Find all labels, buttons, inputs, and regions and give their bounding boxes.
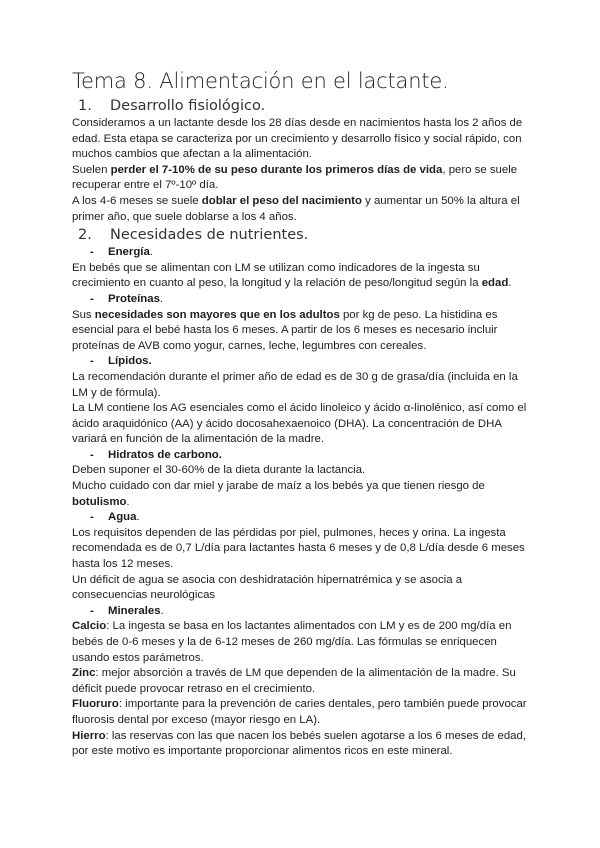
paragraph-zinc [72, 666, 532, 697]
paragraph [72, 163, 532, 194]
paragraph-text: , pero se suele recuperar entre el 7º-10º día. [72, 163, 518, 192]
bold-text: doblar el peso del nacimiento [201, 194, 362, 207]
subheading-label: Lípidos. [108, 355, 152, 368]
subheading-lipidos [72, 354, 532, 370]
paragraph-hierro [72, 729, 532, 760]
subheading-end: . [160, 604, 164, 617]
section-number: 2. [78, 227, 92, 244]
bold-text: botulismo [72, 495, 127, 508]
paragraph-fluoruro [72, 697, 532, 728]
paragraph-text: Mucho cuidado con dar miel y jarabe de maíz a los bebés ya que tienen riesgo de [72, 480, 485, 493]
paragraph: La recomendación durante el primer año de edad es de 30 g de grasa/día (incluida en la LM y de fórmula). [72, 370, 518, 399]
bold-text: Hierro [72, 729, 106, 742]
bullet-dash: - [90, 604, 94, 617]
section-heading-necesidades [72, 225, 532, 245]
paragraph: La LM contiene los AG esenciales como el ácido linoleico y ácido α-linolénico, así como el ácido araquidónico (AA) y ácido docosahexaenoico (DHA). La concentración de DHA variará en función de la alimentación de la madre. [72, 402, 527, 446]
subheading-energia [72, 245, 532, 261]
subheading-hidratos [72, 448, 532, 464]
subheading-label: Minerales [108, 604, 161, 617]
subheading-end: . [159, 292, 164, 305]
paragraph [72, 308, 532, 355]
bullet-dash: - [90, 448, 94, 461]
subheading-agua [72, 510, 532, 526]
subheading-label: Energía [108, 246, 150, 259]
paragraph-text: . [508, 277, 512, 290]
bold-text: edad [481, 277, 509, 290]
paragraph [72, 194, 532, 225]
paragraph [72, 479, 532, 510]
subheading-label: Hidratos de carbono. [108, 448, 222, 461]
subheading-end: . [136, 511, 140, 524]
paragraph: Deben suponer el 30-60% de la dieta durante la lactancia. [72, 464, 366, 477]
subheading-minerales [72, 604, 532, 620]
paragraph [72, 116, 532, 163]
paragraph [72, 261, 532, 292]
document-content [72, 66, 532, 760]
bullet-dash: - [90, 292, 94, 305]
subheading-proteinas [72, 292, 532, 308]
paragraph: Los requisitos dependen de las pérdidas por piel, pulmones, heces y orina. La ingesta recomendada es de 0,7 L/día para lactantes hasta 6 meses y de 0,8 L/día desde 6 meses hasta los 12 meses. [72, 526, 525, 571]
paragraph-text: : importante para la prevención de caries dentales, pero también puede provocar fluorosis dental por exceso (mayor riesgo en LA). [72, 698, 527, 726]
subheading-label: Proteínas [108, 292, 160, 305]
paragraph-text: A los 4-6 meses se suele [72, 194, 202, 207]
bold-text: Calcio [72, 620, 107, 633]
bullet-dash: - [90, 355, 94, 368]
paragraph-text: : mejor absorción a través de LM que dependen de la alimentación de la madre. Su déficit puede provocar retraso en el crecimiento. [72, 667, 516, 695]
paragraph-text: Consideramos a un lactante desde los 28 días desde en nacimientos hasta los 2 años de edad. Esta etapa se caracteriza por un crecimiento y desarrollo físico y social rápido, con muchos cambios que afectan a la alimentación. [72, 117, 523, 161]
section-heading-desarrollo [72, 96, 532, 116]
bold-text: Fluoruro [72, 698, 119, 711]
bullet-dash: - [90, 246, 94, 259]
bold-text: Zinc [72, 667, 96, 680]
subheading-label: Agua [108, 511, 137, 524]
paragraph-text: Sus [72, 308, 95, 321]
section-title: Desarrollo fisiológico. [110, 98, 266, 114]
subheading-end: . [149, 246, 153, 259]
paragraph-text: Suelen [72, 163, 111, 176]
paragraph-text: por kg de peso. La histidina es esencial para el bebé hasta los 6 meses. A partir de los 6 meses es necesario incluir proteínas de AVB como yogur, carnes, leche, legumbres con cereales. [72, 308, 498, 352]
paragraph: Un déficit de agua se asocia con deshidratación hipernatrémica y se asocia a consecuencias neurológicas [72, 573, 463, 602]
document-title: Tema 8. Alimentación en el lactante. [72, 69, 449, 93]
bold-text: necesidades son mayores que en los adultos [94, 308, 340, 321]
bold-text: perder el 7-10% de su peso durante los primeros días de vida [110, 163, 443, 176]
bullet-dash: - [90, 511, 94, 524]
paragraph-text: y aumentar un 50% la altura el primer año, que suele doblarse a los 4 años. [72, 194, 520, 223]
paragraph-text: : las reservas con las que nacen los bebés suelen agotarse a los 6 meses de edad, por este motivo es importante proporcionar alimentos ricos en este mineral. [72, 729, 527, 758]
paragraph-text: En bebés que se alimentan con LM se utilizan como indicadores de la ingesta su crecimiento en cuanto al peso, la longitud y la relación de peso/longitud según la [72, 261, 482, 290]
paragraph-calcio [72, 619, 532, 666]
section-number: 1. [78, 98, 92, 114]
paragraph-text: . [126, 495, 130, 508]
section-title: Necesidades de nutrientes. [110, 227, 309, 244]
paragraph-text: : La ingesta se basa en los lactantes alimentados con LM y es de 200 mg/día en bebés de 0-6 meses y la de 6-12 meses de 260 mg/día. Las fórmulas se enriquecen usando estos parámetros. [72, 620, 512, 664]
